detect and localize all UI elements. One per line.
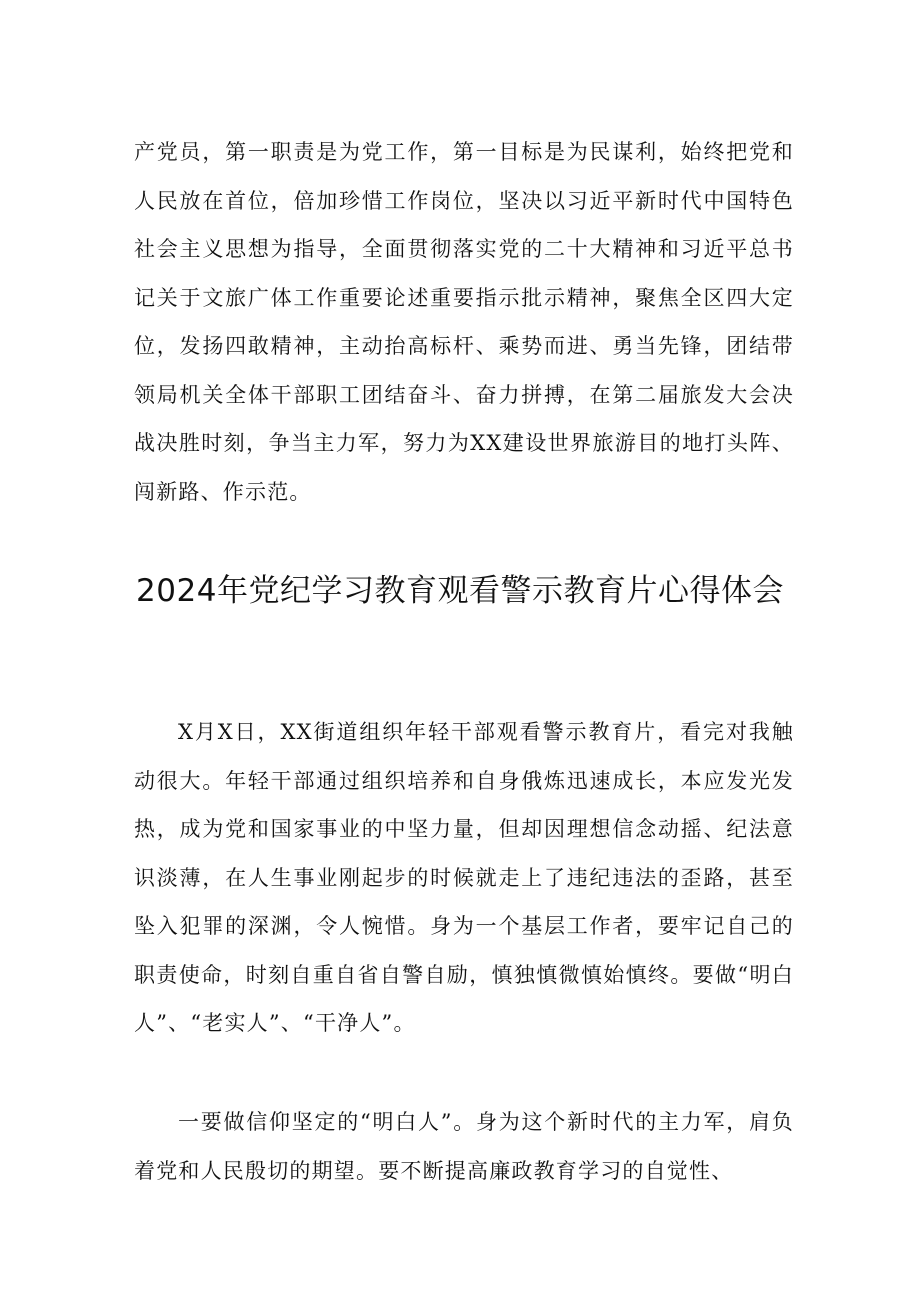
intro-paragraph: X月X日，XX街道组织年轻干部观看警示教育片，看完对我触动很大。年轻干部通过组织培养和自身俄炼迅速成长，本应发光发热，成为党和国家事业的中坚力量，但却因理想信念动摇、纪法意识淡薄，在人生事业刚起步的时候就走上了违纪违法的歪路，甚至坠入犯罪的深渊，令人惋惜。身为一个基层工作者，要牢记自己的职责使命，时刻自重自省自警自励，慎独慎微慎始慎终。要做“明白人”、“老实人”、“干净人”。 xyxy=(134,720,794,1035)
page-title: 2024年党纪学习教育观看警示教育片心得体会 xyxy=(136,572,784,609)
section-paragraph: 一要做信仰坚定的“明白人”。身为这个新时代的主力军，肩负着党和人民殷切的期望。要不断提高廉政教育学习的自觉性、 xyxy=(134,1110,794,1183)
continuation-paragraph: 产党员，第一职责是为党工作，第一目标是为民谋利，始终把党和人民放在首位，倍加珍惜工作岗位，坚决以习近平新时代中国特色社会主义思想为指导，全面贯彻落实党的二十大精神和习近平总书记关于文旅广体工作重要论述重要指示批示精神，聚焦全区四大定位，发扬四敢精神，主动抬高标杆、乘势而进、勇当先锋，团结带领局机关全体干部职工团结奋斗、奋力拼搏，在第二届旅发大会决战决胜时刻，争当主力军，努力为XX建设世界旅游目的地打头阵、闯新路、作示范。 xyxy=(134,140,794,504)
